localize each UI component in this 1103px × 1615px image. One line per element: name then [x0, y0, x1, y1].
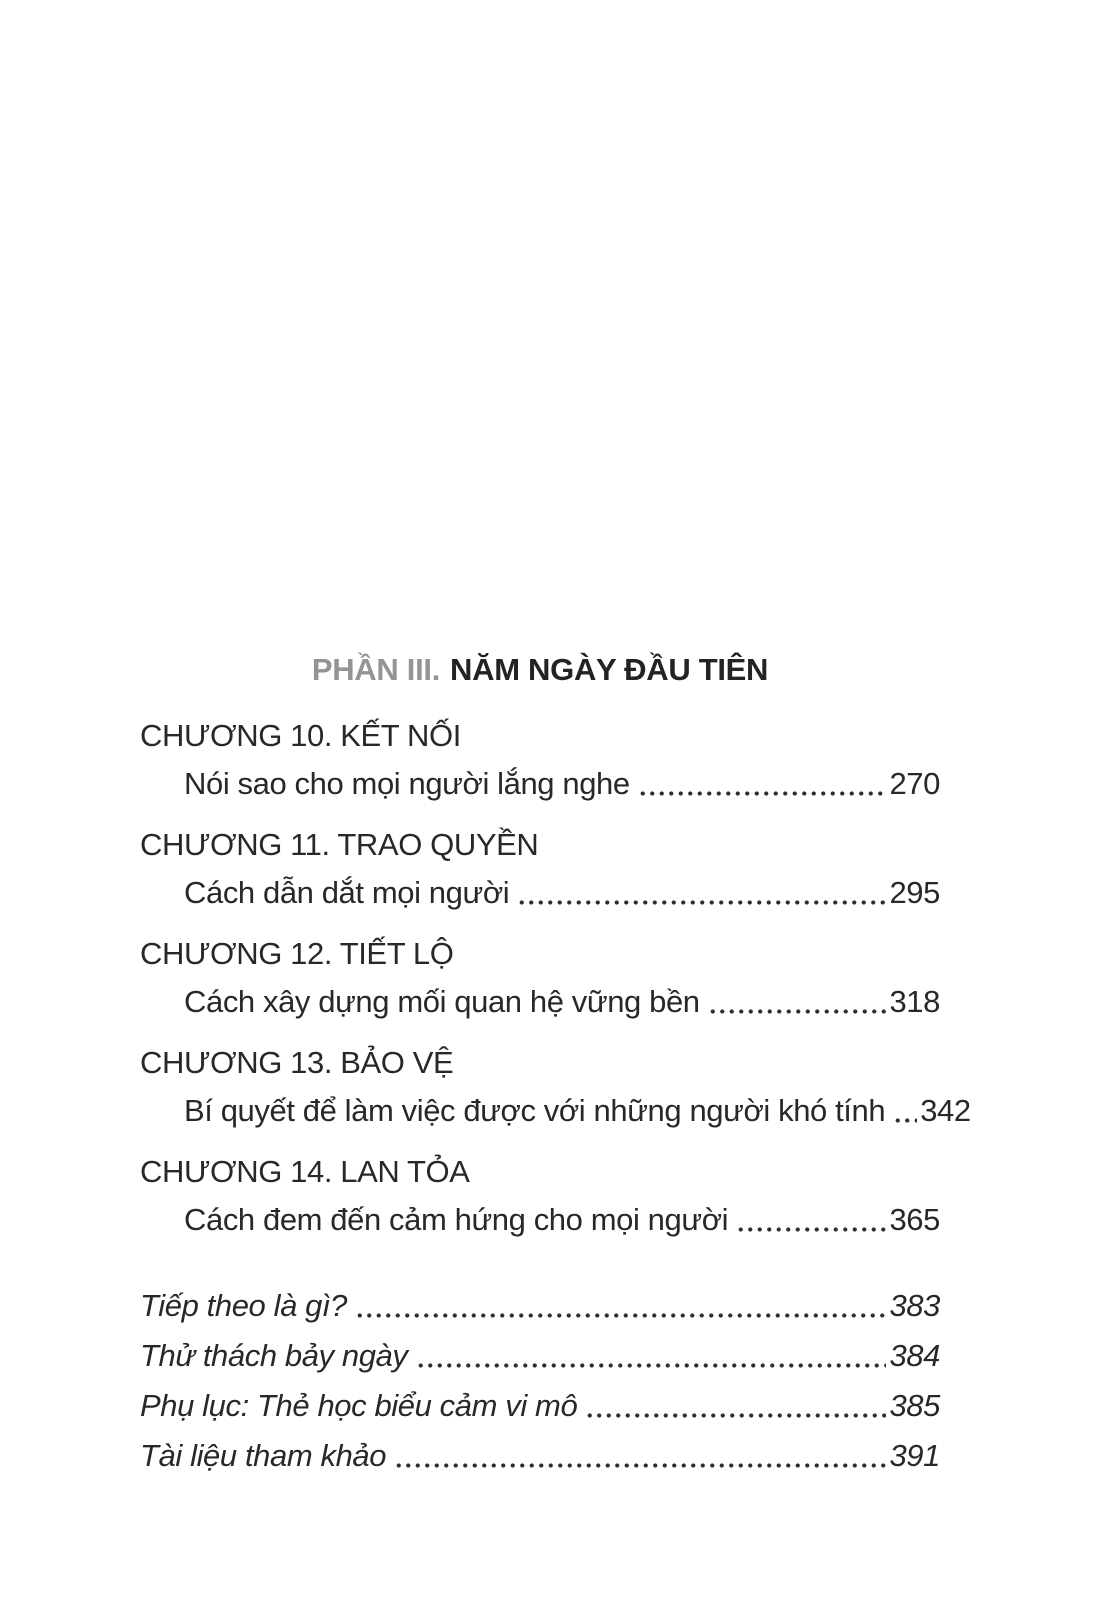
dot-leader: [708, 982, 887, 1022]
dot-leader: [585, 1386, 886, 1426]
toc-entry-whats-next: [140, 1286, 940, 1326]
table-of-contents: [140, 650, 971, 1476]
page-number: 295: [889, 875, 940, 910]
part-title: NĂM NGÀY ĐẦU TIÊN: [450, 652, 769, 687]
page-number: 270: [889, 766, 940, 801]
page-number: 385: [889, 1388, 940, 1423]
toc-entry-chapter-13: [140, 1091, 971, 1131]
toc-entry-label: Cách dẫn dắt mọi người: [184, 875, 510, 910]
toc-entry-references: [140, 1436, 940, 1476]
dot-leader: [893, 1091, 917, 1131]
toc-entry-label: Phụ lục: Thẻ học biểu cảm vi mô: [140, 1388, 578, 1423]
toc-entry-label: Tài liệu tham khảo: [140, 1438, 387, 1473]
toc-entry-label: Cách đem đến cảm hứng cho mọi người: [184, 1202, 729, 1237]
page-number: 318: [889, 984, 940, 1019]
toc-entry-label: Bí quyết để làm việc được với những người khó tính: [184, 1093, 886, 1128]
dot-leader: [355, 1286, 886, 1326]
toc-entry-chapter-12: [140, 982, 940, 1022]
dot-leader: [638, 764, 887, 804]
toc-entry-label: Cách xây dựng mối quan hệ vững bền: [184, 984, 700, 1019]
toc-entry-label: Nói sao cho mọi người lắng nghe: [184, 766, 630, 801]
toc-entry-chapter-11: [140, 873, 940, 913]
dot-leader: [736, 1200, 886, 1240]
chapter-14-title: CHƯƠNG 14. LAN TỎA: [140, 1154, 470, 1189]
chapter-10-title: CHƯƠNG 10. KẾT NỐI: [140, 718, 461, 753]
dot-leader: [394, 1436, 886, 1476]
back-matter-section: [140, 1286, 940, 1476]
page-number: 383: [889, 1288, 940, 1323]
part-label: PHẦN III.: [311, 652, 441, 687]
chapter-11-title: CHƯƠNG 11. TRAO QUYỀN: [140, 827, 539, 862]
page-number: 391: [889, 1438, 940, 1473]
toc-entry-label: Tiếp theo là gì?: [140, 1288, 348, 1323]
toc-entry-label: Thử thách bảy ngày: [140, 1338, 408, 1373]
page-number: 365: [889, 1202, 940, 1237]
toc-entry-seven-day-challenge: [140, 1336, 940, 1376]
toc-entry-appendix: [140, 1386, 940, 1426]
toc-entry-chapter-10: [140, 764, 940, 804]
part-header: [140, 650, 940, 690]
toc-entry-chapter-14: [140, 1200, 940, 1240]
chapter-13-title: CHƯƠNG 13. BẢO VỆ: [140, 1045, 454, 1080]
chapter-12-title: CHƯƠNG 12. TIẾT LỘ: [140, 936, 454, 971]
dot-leader: [517, 873, 886, 913]
page-number: 384: [889, 1338, 940, 1373]
dot-leader: [416, 1336, 887, 1376]
page-number: 342: [920, 1093, 971, 1128]
